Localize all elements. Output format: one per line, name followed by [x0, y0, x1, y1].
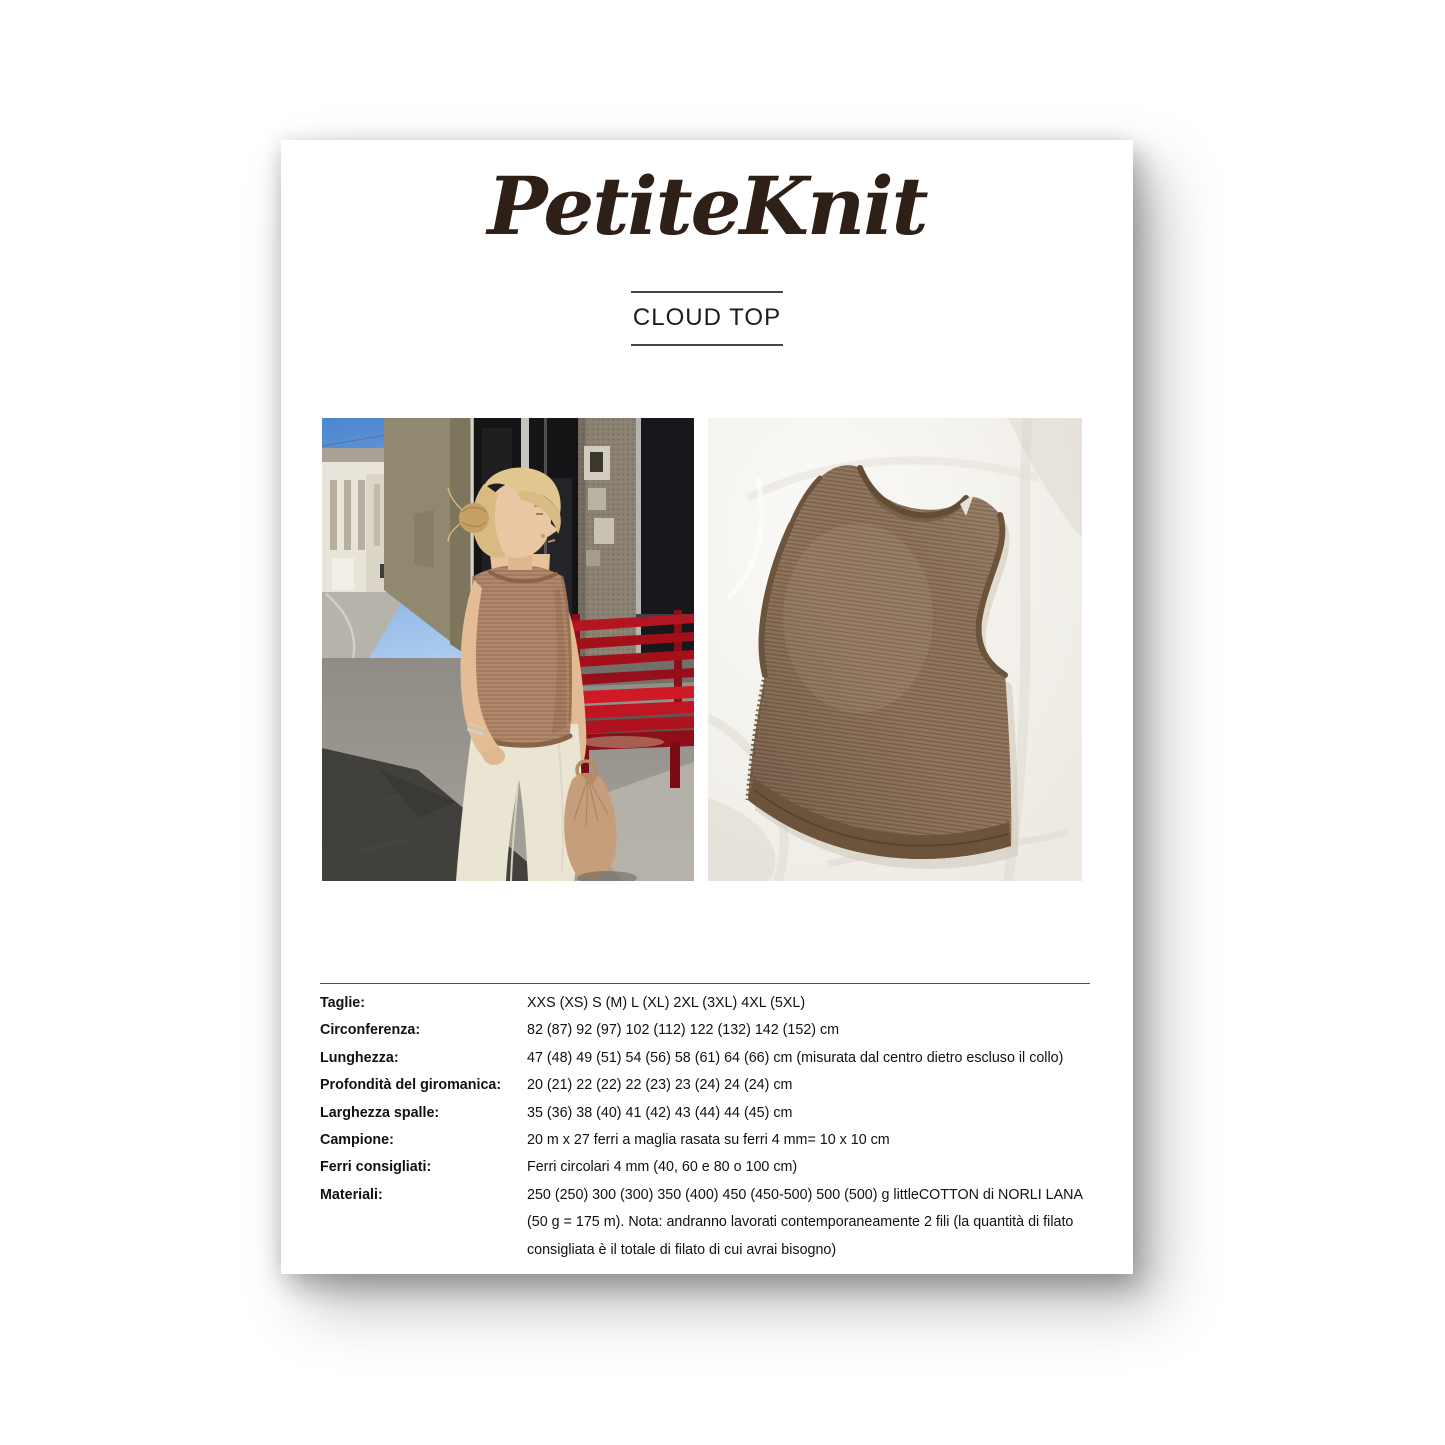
spec-row: [320, 990, 1090, 1017]
model-photo: [322, 418, 694, 881]
spec-value: XXS (XS) S (M) L (XL) 2XL (3XL) 4XL (5XL): [527, 995, 806, 1011]
spec-value: 20 m x 27 ferri a maglia rasata su ferri 4 mm= 10 x 10 cm: [527, 1132, 890, 1149]
spec-row: [320, 1072, 1090, 1099]
knit-vest-flatlay: [748, 465, 1018, 869]
spec-value: 250 (250) 300 (300) 350 (400) 450 (450-500) 500 (500) g littleCOTTON di NORLI LANA (50 g = 175 m). Nota: andranno lavorati contemporaneamente 2 fili (la quantità di filato consigliata è il totale di filato di cui avrai bisogno): [527, 1186, 1083, 1258]
knit-top-worn: [470, 565, 572, 745]
spec-row: [320, 1154, 1090, 1181]
flat-lay-photo: [708, 418, 1082, 881]
pattern-page: [281, 140, 1133, 1274]
spec-label: Profondità del giromanica:: [320, 1077, 502, 1094]
spec-label: Larghezza spalle:: [320, 1104, 440, 1121]
spec-label: Circonferenza:: [320, 1022, 421, 1039]
spec-value: 82 (87) 92 (97) 102 (112) 122 (132) 142 (152) cm: [527, 1022, 840, 1039]
spec-row: [320, 1182, 1090, 1264]
flat-lay-illustration: [708, 418, 1082, 881]
spec-label: Ferri consigliati:: [320, 1159, 432, 1176]
spec-value: 35 (36) 38 (40) 41 (42) 43 (44) 44 (45) cm: [527, 1104, 793, 1121]
model-photo-illustration: [322, 418, 694, 881]
spec-row: [320, 1100, 1090, 1127]
spec-value: Ferri circolari 4 mm (40, 60 e 80 o 100 cm): [527, 1159, 798, 1176]
spec-row: [320, 1127, 1090, 1154]
title-block: [281, 291, 1133, 346]
spec-value: 47 (48) 49 (51) 54 (56) 58 (61) 64 (66) cm (misurata dal centro dietro escluso il collo): [527, 1049, 1064, 1066]
spec-label: Campione:: [320, 1132, 394, 1149]
spec-label: Materiali:: [320, 1186, 383, 1203]
spec-label: Taglie:: [320, 995, 366, 1011]
spec-row: [320, 1045, 1090, 1072]
photo-row: [322, 418, 1082, 881]
specs-table: [320, 983, 1090, 1264]
page-title: CLOUD TOP: [631, 291, 783, 346]
spec-value: 20 (21) 22 (22) 22 (23) 23 (24) 24 (24) cm: [527, 1077, 793, 1094]
spec-label: Lunghezza:: [320, 1049, 399, 1066]
spec-row: [320, 1017, 1090, 1044]
brand-logo: PetiteKnit: [487, 159, 927, 253]
